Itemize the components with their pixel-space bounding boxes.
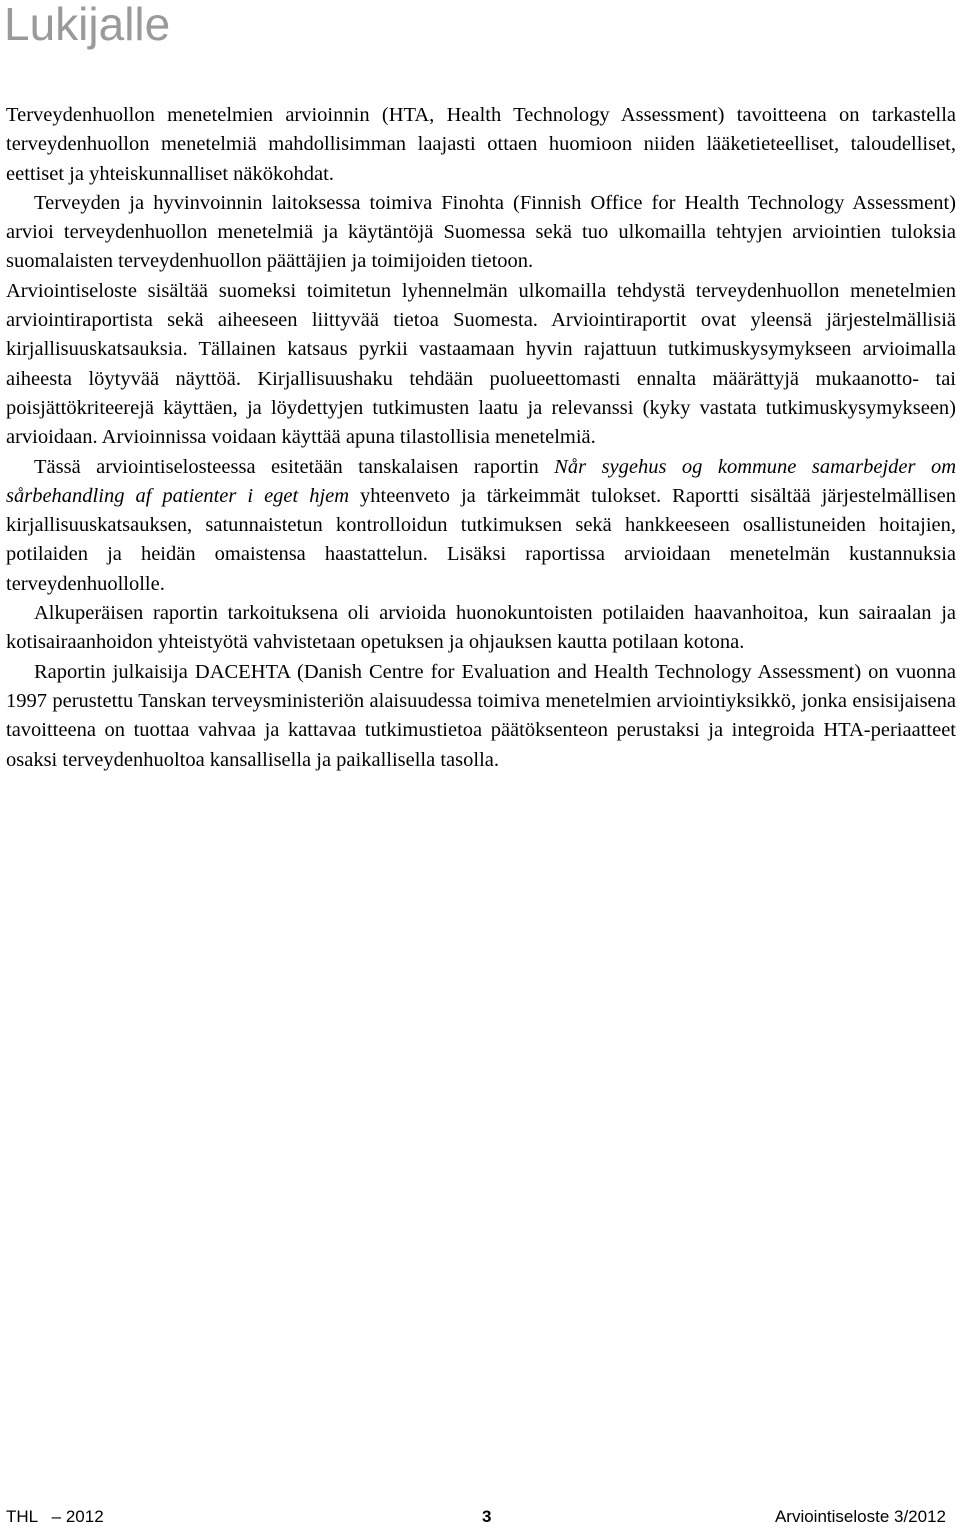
paragraph-report-summary [6,453,956,599]
paragraph-report-summary-lead: Tässä arviointiselosteessa esitetään tanskalaisen raportin [34,455,555,478]
paragraph-hta-intro: Terveydenhuollon menetelmien arvioinnin (HTA, Health Technology Assessment) tavoitteena on tarkastella terveydenhuollon menetelmiä mahdollisimman laajasti ottaen huomioon niiden lääketieteelliset, taloudelliset, eettiset ja yhteiskunnalliset näkökohdat. [6,104,956,185]
paragraph-report-purpose: Alkuperäisen raportin tarkoituksena oli arvioida huonokuntoisten potilaiden haavanhoitoa, kun sairaalan ja kotisairaanhoidon yhteistyötä vahvistetaan opetuksen ja ohjauksen kautta potilaan kotona. [6,602,956,654]
footer-publication-id: Arviointiseloste 3/2012 [774,1507,946,1526]
paragraph-report-summary-rest: yhteenveto ja tärkeimmät tulokset. Raportti sisältää järjestelmällisen kirjallisuuskatsauksen, satunnaistetun kontrolloidun tutkimuksen sekä hankkeeseen osallistuneiden hoitajien, potilaiden ja heidän omaistensa haastattelun. Lisäksi raportissa arvioidaan menetelmän kustannuksia terveydenhuollolle. [6,484,956,595]
paragraph-arviointiseloste: Arviointiseloste sisältää suomeksi toimitetun lyhennelmän ulkomailla tehdystä terveydenhuollon menetelmien arviointiraportista sekä aiheeseen liittyvää tietoa Suomesta. Arviointiraportit ovat yleensä järjestelmällisiä kirjallisuuskatsauksia. Tällainen katsaus pyrkii vastaamaan hyvin rajattuun tutkimuskysymykseen arvioimalla aiheesta löytyvää näyttöä. Kirjallisuushaku tehdään puolueettomasti ennalta määrättyjä mukaanotto- tai poisjättökriteerejä käyttäen, ja löydettyjen tutkimusten laatu ja relevanssi (kyky vastata tutkimuskysymykseen) arvioidaan. Arvioinnissa voidaan käyttää apuna tilastollisia menetelmiä. [6,279,956,449]
document-body [6,101,956,775]
paragraph-finohta: Terveyden ja hyvinvoinnin laitoksessa toimiva Finohta (Finnish Office for Health Technology Assessment) arvioi terveydenhuollon menetelmiä ja käytäntöjä Suomessa sekä tuo ulkomailla tehtyjen arviointien tuloksia suomalaisten terveydenhuollon päättäjien ja toimijoiden tietoon. [6,191,956,273]
footer-publisher-year: THL – 2012 [6,1507,104,1526]
page-footer [6,1506,946,1528]
page-title: Lukijalle [4,0,171,50]
footer-page-number: 3 [482,1507,492,1526]
paragraph-dacehta: Raportin julkaisija DACEHTA (Danish Centre for Evaluation and Health Technology Assessment) on vuonna 1997 perustettu Tanskan terveysministeriön alaisuudessa toimiva menetelmien arviointiyksikkö, jonka ensisijaisena tavoitteena on tuottaa vahvaa ja kattavaa tutkimustietoa päätöksenteon perustaksi ja integroida HTA-periaatteet osaksi terveydenhuoltoa kansallisella ja paikallisella tasolla. [6,660,956,771]
report-title: Når sygehus og kommune samarbejder om sårbehandling af patienter i eget hjem [6,455,957,507]
